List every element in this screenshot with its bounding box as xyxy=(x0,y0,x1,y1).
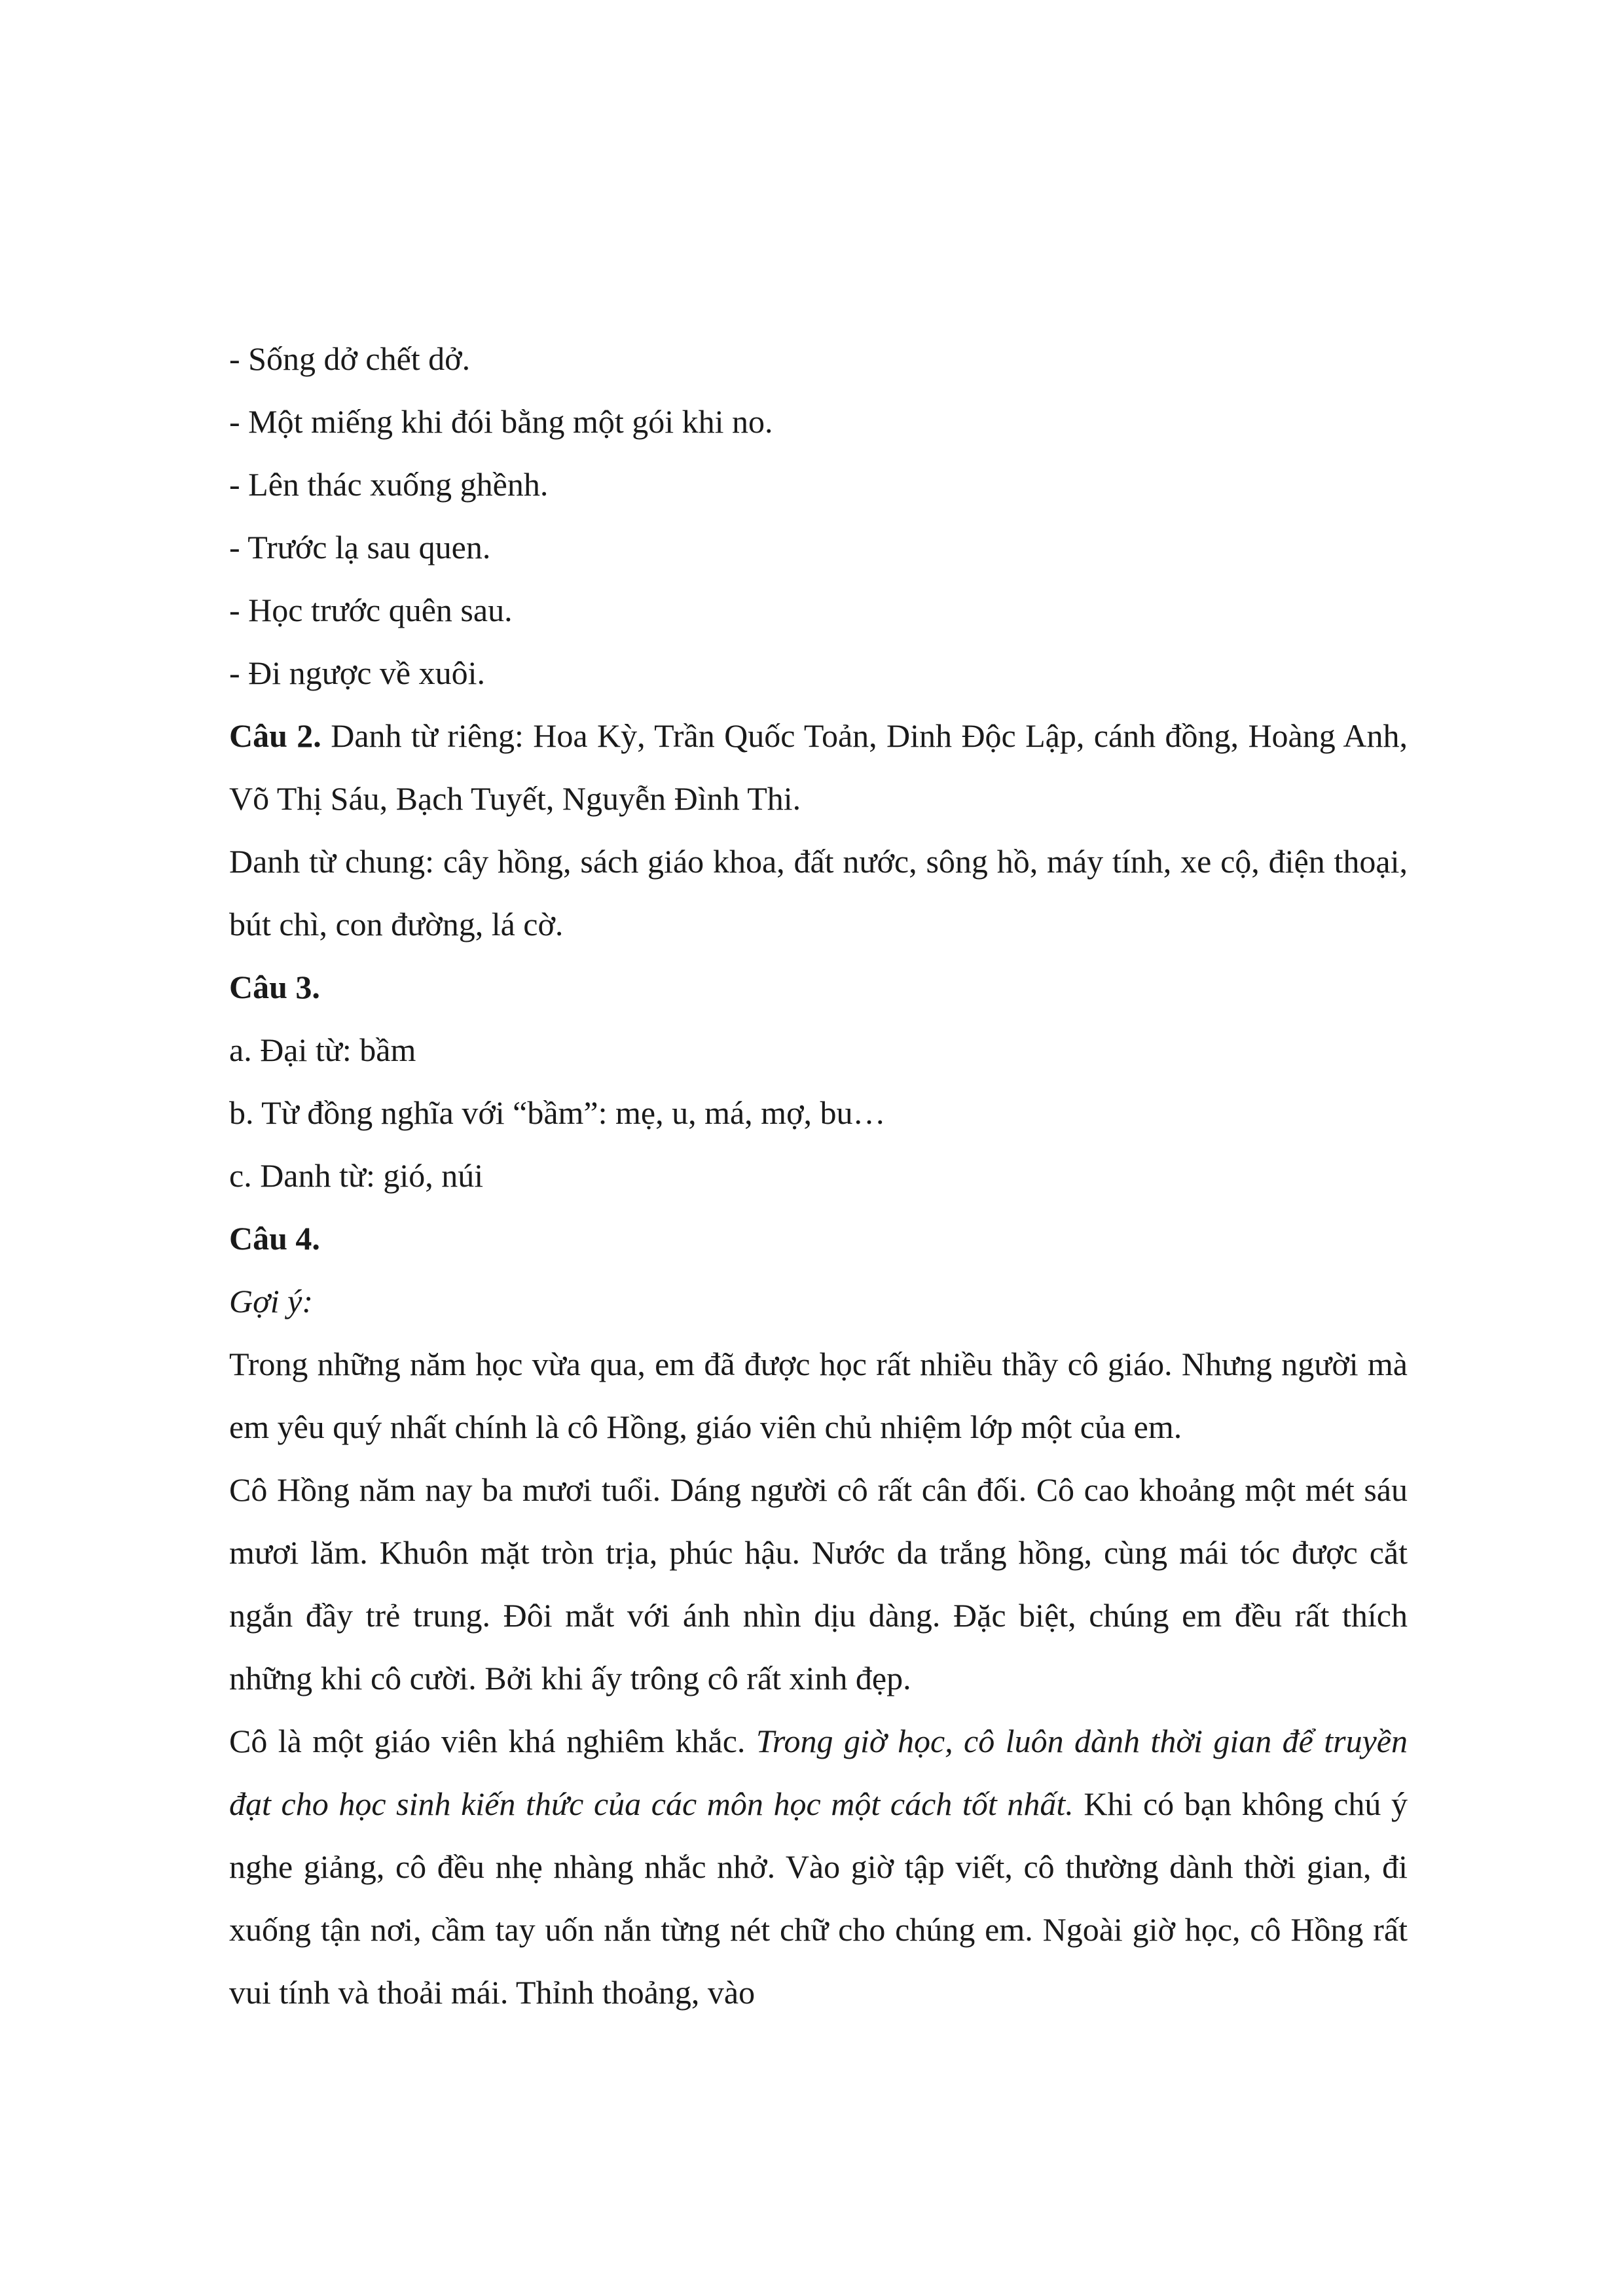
cau2-proper-nouns-text: Danh từ riêng: Hoa Kỳ, Trần Quốc Toản, Dinh Độc Lập, cánh đồng, Hoàng Anh, Võ Thị Sáu, Bạch Tuyết, Nguyễn Đình Thi. xyxy=(229,717,1408,817)
idiom-line: - Sống dở chết dở. xyxy=(229,340,471,377)
cau2-proper-nouns xyxy=(229,704,1408,830)
cau4-paragraph-1: Trong những năm học vừa qua, em đã được học rất nhiều thầy cô giáo. Nhưng người mà em yêu quý nhất chính là cô Hồng, giáo viên chủ nhiệm lớp một của em. xyxy=(229,1346,1408,1445)
cau4-p3-start: Cô là một giáo viên khá nghiêm khắc. xyxy=(229,1723,756,1759)
cau3-answer-b: b. Từ đồng nghĩa với “bầm”: mẹ, u, má, mợ, bu… xyxy=(229,1094,886,1131)
cau4-paragraph-3 xyxy=(229,1710,1408,2024)
cau4-p3-end: Khi có bạn không chú ý nghe giảng, cô đều nhẹ nhàng nhắc nhở. Vào giờ tập viết, cô thường dành thời gian, đi xuống tận nơi, cầm tay uốn nắn từng nét chữ cho chúng em. Ngoài giờ học, cô Hồng rất vui tính và thoải mái. Thỉnh thoảng, vào xyxy=(229,1785,1408,2011)
cau4-paragraph-2: Cô Hồng năm nay ba mươi tuổi. Dáng người cô rất cân đối. Cô cao khoảng một mét sáu mươi lăm. Khuôn mặt tròn trịa, phúc hậu. Nước da trắng hồng, cùng mái tóc được cắt ngắn đầy trẻ trung. Đôi mắt với ánh nhìn dịu dàng. Đặc biệt, chúng em đều rất thích những khi cô cười. Bởi khi ấy trông cô rất xinh đẹp. xyxy=(229,1471,1408,1696)
document-page xyxy=(229,327,1408,2024)
cau4-hint: Gợi ý: xyxy=(229,1283,314,1319)
idiom-line: - Một miếng khi đói bằng một gói khi no. xyxy=(229,403,773,440)
cau3-answer-c: c. Danh từ: gió, núi xyxy=(229,1157,484,1194)
idiom-line: - Đi ngược về xuôi. xyxy=(229,655,485,691)
cau2-label: Câu 2. xyxy=(229,717,321,754)
idiom-line: - Học trước quên sau. xyxy=(229,592,513,628)
idiom-line: - Lên thác xuống ghềnh. xyxy=(229,466,549,503)
idiom-line: - Trước lạ sau quen. xyxy=(229,529,491,565)
cau4-label: Câu 4. xyxy=(229,1220,320,1257)
cau2-common-nouns: Danh từ chung: cây hồng, sách giáo khoa, đất nước, sông hồ, máy tính, xe cộ, điện thoại, bút chì, con đường, lá cờ. xyxy=(229,843,1408,942)
cau3-label: Câu 3. xyxy=(229,969,320,1005)
cau4-p3-italic: Trong giờ học, cô luôn dành thời gian để truyền đạt cho học sinh kiến thức của các môn học một cách tốt nhất. xyxy=(229,1723,1408,1822)
cau3-answer-a: a. Đại từ: bầm xyxy=(229,1031,416,1068)
